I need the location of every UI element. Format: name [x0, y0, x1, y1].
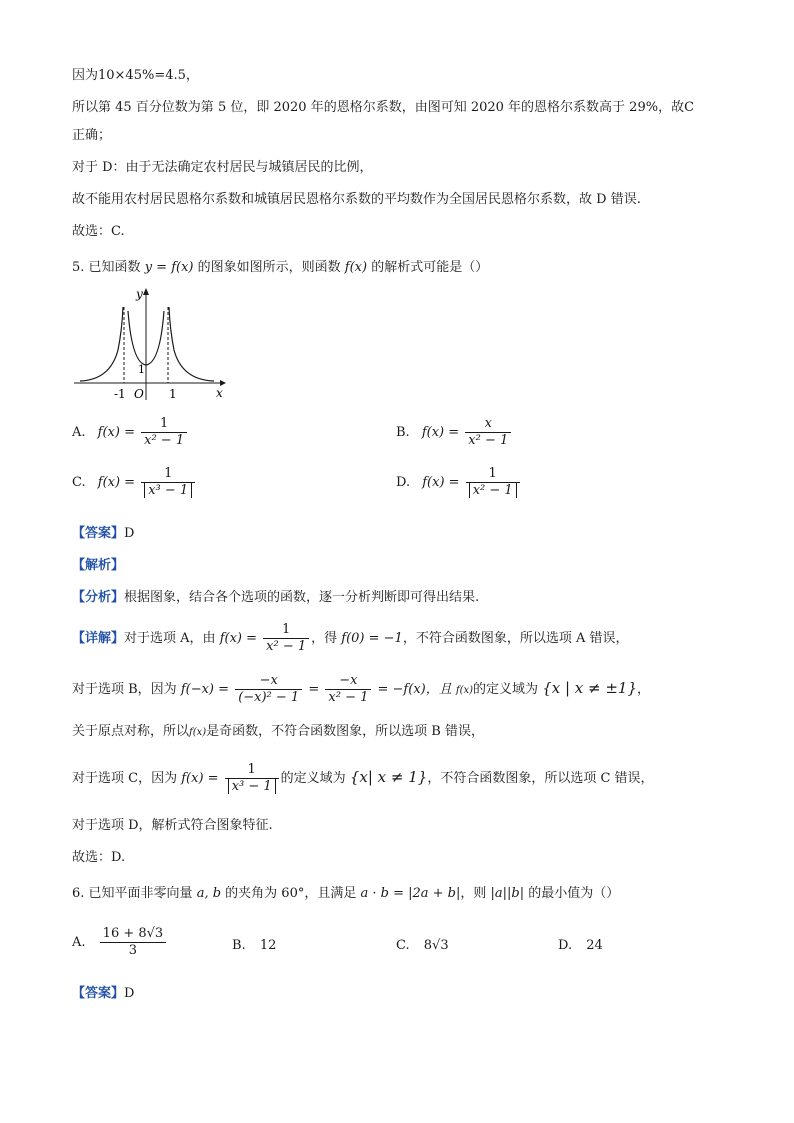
- origin-label: O: [134, 387, 144, 401]
- q5-detail-a: [72, 622, 628, 655]
- q6-answer: [72, 984, 134, 1004]
- q6-option-a-denominator: 3: [100, 942, 167, 959]
- text-line-6: 故选：C.: [72, 224, 125, 239]
- q5-detail-b-part7: ，: [637, 682, 651, 697]
- q5-detail-c-part2: 的定义域为: [280, 771, 346, 786]
- text-line-1: 因为10×45%=4.5，: [72, 68, 199, 83]
- q5-stem-part-b: 的图象如图所示，则函数: [197, 260, 341, 275]
- q6-option-c: [396, 938, 449, 953]
- x-axis-label: x: [216, 386, 223, 400]
- q5-detail-a-part2: ，得: [311, 631, 338, 646]
- q6-option-b-value: 12: [259, 938, 277, 953]
- q5-answer-value: D: [124, 526, 135, 541]
- q5-analysis-heading: [72, 556, 124, 576]
- q5-answer-label: 【答案】: [72, 526, 125, 541]
- q5-option-d-numerator: 1: [488, 466, 497, 481]
- q6-option-c-value: 8√3: [423, 938, 449, 953]
- q5-detail-b-part8: 关于原点对称，所以: [72, 724, 190, 739]
- q5-stem-equation: y = f(x): [144, 260, 194, 275]
- q5-option-a-fraction: [141, 416, 187, 449]
- q5-option-d-denominator: x² − 1: [469, 483, 517, 498]
- q5-stem-fx: f(x): [344, 260, 368, 275]
- q5-detail-b-denominator-1: (−x)² − 1: [235, 689, 302, 706]
- q6-stem-vectors: a, b: [196, 886, 222, 901]
- q5-detail-c-lhs: f(x) =: [181, 771, 219, 786]
- q5-detail-a-fraction: [263, 622, 309, 655]
- q5-detail-b-denominator-2: x² − 1: [325, 689, 371, 706]
- q5-fenxi-label: 【分析】: [72, 590, 125, 605]
- q5-detail-b-fraction-2: [325, 673, 371, 706]
- q5-detail-c-denominator-wrap: [225, 778, 279, 795]
- q5-detail-c-part4: ，不符合函数图象，所以选项 C 错误，: [427, 771, 654, 786]
- q5-option-b-letter: B.: [396, 425, 410, 440]
- text-line-2: 所以第 45 百分位数为第 5 位，即 2020 年的恩格尔系数，由图可知 2020 年的恩格尔系数高于 29%，故C: [72, 100, 695, 115]
- q5-stem-part-c: 的解析式可能是（）: [371, 260, 489, 275]
- q6-answer-label: 【答案】: [72, 986, 125, 1001]
- q6-option-a-fraction: [100, 926, 167, 959]
- q6-option-a-letter: A.: [72, 935, 86, 950]
- q5-fenxi: [72, 588, 479, 608]
- q6-option-d-value: 24: [586, 938, 603, 953]
- q5-detail-b-part1: 对于选项 B，因为: [72, 682, 177, 697]
- q5-detail-b-part3: = −f(x)，且: [377, 682, 452, 697]
- y-axis-label: y: [136, 287, 143, 301]
- q5-detail-b-f-neg: f(−x) =: [180, 682, 230, 697]
- q5-option-b-fraction: [465, 416, 511, 449]
- q5-option-c-numerator: 1: [164, 466, 173, 481]
- q5-detail-d: 对于选项 D，解析式符合图象特征.: [72, 818, 273, 833]
- q6-option-a-numerator: 16 + 8√3: [102, 926, 164, 941]
- q5-option-c-letter: C.: [72, 475, 86, 490]
- q5-detail-b-part10: 是奇函数，不符合函数图象，所以选项 B 错误，: [206, 724, 484, 739]
- q5-detail-c-denominator: x³ − 1: [228, 779, 276, 794]
- q5-detail-b-numerator-1: −x: [259, 673, 278, 688]
- text-line-5: 故不能用农村居民恩格尔系数和城镇居民恩格尔系数的平均数作为全国居民恩格尔系数，故 D 错误.: [72, 192, 641, 207]
- q5-option-d-denominator-wrap: [466, 482, 520, 499]
- q5-detail-c-part1: 对于选项 C，因为: [72, 771, 178, 786]
- q5-detail-b-fraction-1: [235, 673, 302, 706]
- q6-stem-product: |a||b|: [490, 886, 525, 901]
- q5-option-a-numerator: 1: [159, 416, 169, 431]
- q5-option-c-lhs: f(x) =: [97, 475, 136, 490]
- q6-option-d-letter: D.: [558, 938, 573, 953]
- text-line-3: 正确；: [72, 128, 112, 143]
- q5-option-b-numerator: x: [484, 416, 492, 431]
- q5-option-c-fraction: [141, 466, 195, 499]
- q5-detail-b-cont: [72, 722, 484, 743]
- q5-detail-a-value: f(0) = −1: [341, 631, 403, 646]
- q6-option-b-letter: B.: [232, 938, 246, 953]
- text-line-4: 对于 D：由于无法确定农村居民与城镇居民的比例，: [72, 160, 373, 175]
- q5-select: 故选：D.: [72, 850, 126, 865]
- q5-option-d-lhs: f(x) =: [422, 475, 460, 490]
- q5-option-b-lhs: f(x) =: [421, 425, 460, 440]
- function-graph: [70, 285, 232, 403]
- curve-left-branch: [80, 307, 123, 381]
- q5-stem-part-a: 5. 已知函数: [72, 260, 141, 275]
- q5-detail-a-lhs: f(x) =: [219, 631, 257, 646]
- q5-option-c: [72, 466, 197, 499]
- q5-option-a-lhs: f(x) =: [97, 425, 135, 440]
- q6-option-d: [558, 938, 603, 953]
- q5-detail-b-fx: f(x): [455, 685, 474, 696]
- q5-detail-c-domain: {x| x ≠ 1}: [349, 768, 428, 786]
- q5-detail-c-numerator: 1: [247, 762, 256, 777]
- q5-detail-c: [72, 760, 654, 796]
- q5-option-b: [396, 416, 513, 449]
- q5-detail-a-denominator: x² − 1: [263, 638, 309, 655]
- q6-option-a: [72, 926, 168, 959]
- q5-detail-label: 【详解】: [72, 631, 125, 646]
- curve-right-branch: [169, 307, 214, 381]
- q5-option-d: [396, 466, 522, 499]
- q5-detail-b-domain: {x | x ≠ ±1}: [542, 679, 637, 697]
- q5-detail-b-part5: 的定义域为: [473, 682, 539, 697]
- q6-stem: [72, 884, 619, 904]
- q5-detail-b-numerator-2: −x: [339, 673, 358, 688]
- q6-stem-part-d: 的最小值为（）: [528, 886, 620, 901]
- q6-answer-value: D: [124, 986, 135, 1001]
- q5-option-b-denominator: x² − 1: [465, 432, 511, 449]
- q5-detail-a-part4: ，不符合函数图象，所以选项 A 错误，: [402, 631, 629, 646]
- q5-option-d-letter: D.: [396, 475, 411, 490]
- q5-detail-b-fx-2: f(x): [189, 727, 207, 738]
- q5-detail-b: 对于选项 B，因为 f(−x) = $\frac{-x}{\text{(−x)² − 1}}$ = $\frac{-x}{\text{x² − 1}}$ = −f(x)，且 f(x)的定义域为 {x | x ≠ ±1}，: [72, 673, 651, 705]
- tick-label-neg-one: -1: [114, 387, 126, 401]
- q5-detail-a-part1: 对于选项 A，由: [124, 631, 216, 646]
- tick-label-one-x: 1: [169, 387, 177, 401]
- q6-stem-part-a: 6. 已知平面非零向量: [72, 886, 193, 901]
- q5-option-a: [72, 416, 189, 449]
- q5-stem: [72, 258, 488, 278]
- tick-label-one-y: 1: [138, 363, 145, 376]
- q5-detail-c-fraction: [225, 762, 279, 795]
- q5-option-c-denominator-wrap: [141, 482, 195, 499]
- q6-option-b: [232, 938, 276, 953]
- q6-stem-part-c: ，则: [460, 886, 487, 901]
- q5-detail-a-numerator: 1: [281, 622, 291, 637]
- q5-option-a-letter: A.: [72, 425, 86, 440]
- q6-stem-part-b: 的夹角为 60°，且满足: [225, 886, 357, 901]
- q5-analysis-label: 【解析】: [72, 558, 125, 573]
- q5-option-d-fraction: [466, 466, 520, 499]
- x-axis: [74, 380, 226, 386]
- q5-answer: [72, 524, 134, 544]
- q5-option-a-denominator: x² − 1: [141, 432, 187, 449]
- q6-option-c-letter: C.: [396, 938, 410, 953]
- q5-fenxi-text: 根据图象，结合各个选项的函数，逐一分析判断即可得出结果.: [124, 590, 480, 605]
- q5-option-c-denominator: x³ − 1: [144, 483, 192, 498]
- q6-stem-equation: a · b = |2a + b|: [360, 886, 461, 901]
